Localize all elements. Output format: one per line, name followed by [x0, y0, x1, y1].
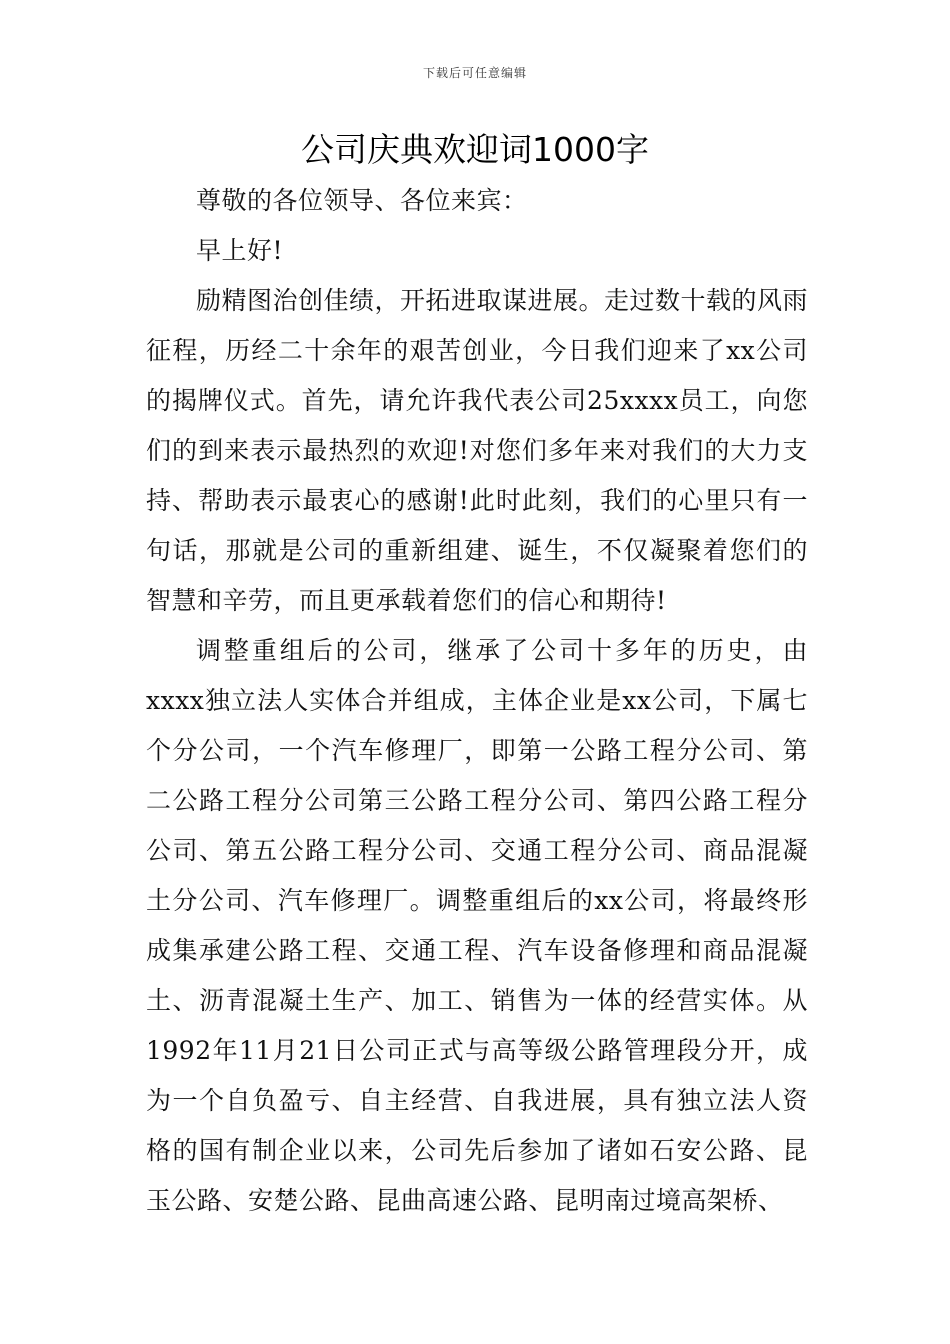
body-paragraph: 励精图治创佳绩，开拓进取谋进展。走过数十载的风雨征程，历经二十余年的艰苦创业，今日我们迎来了xx公司的揭牌仪式。首先，请允许我代表公司25xxxx员工，向您们的到来表示最热烈的欢迎!对您们多年来对我们的大力支持、帮助表示最衷心的感谢!此时此刻，我们的心里只有一句话，那就是公司的重新组建、诞生，不仅凝聚着您们的智慧和辛劳，而且更承载着您们的信心和期待!	[146, 286, 809, 615]
greeting: 早上好!	[196, 236, 284, 265]
document-body	[146, 176, 808, 1226]
body-paragraph: 调整重组后的公司，继承了公司十多年的历史，由xxxx独立法人实体合并组成，主体企业是xx公司，下属七个分公司，一个汽车修理厂，即第一公路工程分公司、第二公路工程分公司第三公路工程分公司、第四公路工程分公司、第五公路工程分公司、交通工程分公司、商品混凝土分公司、汽车修理厂。调整重组后的xx公司，将最终形成集承建公路工程、交通工程、汽车设备修理和商品混凝土、沥青混凝土生产、加工、销售为一体的经营实体。从1992年11月21日公司正式与高等级公路管理段分开，成为一个自负盈亏、自主经营、自我进展，具有独立法人资格的国有制企业以来，公司先后参加了诸如石安公路、昆玉公路、安楚公路、昆曲高速公路、昆明南过境高架桥、	[146, 636, 808, 1215]
document-title: 公司庆典欢迎词1000字	[301, 130, 649, 169]
salutation: 尊敬的各位领导、各位来宾：	[196, 186, 528, 215]
header-note: 下载后可任意编辑	[422, 66, 527, 80]
